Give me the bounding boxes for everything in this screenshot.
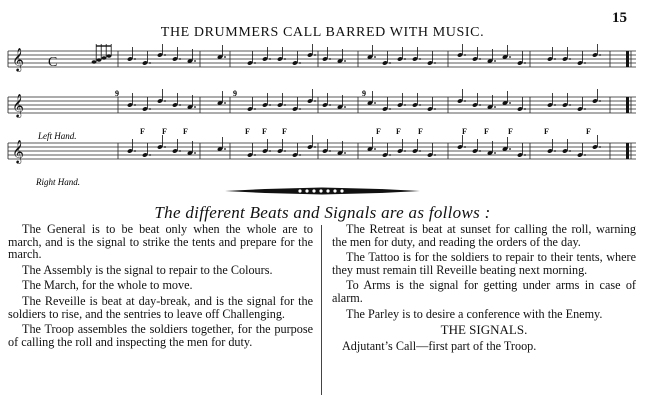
tuplet-mark: 9	[362, 89, 366, 98]
note-dot	[269, 150, 271, 152]
note-dot	[224, 148, 226, 150]
note-dot	[284, 150, 286, 152]
note-dot	[494, 60, 496, 62]
note-dot	[434, 154, 436, 156]
note-dot	[269, 58, 271, 60]
note-dot	[434, 108, 436, 110]
page-number: 15	[612, 10, 627, 26]
note-dot	[254, 62, 256, 64]
note-dot	[599, 146, 601, 148]
note-dot	[149, 154, 151, 156]
staves	[8, 51, 636, 159]
note-dot	[329, 58, 331, 60]
note-dot	[329, 150, 331, 152]
note-dot	[404, 150, 406, 152]
column-divider	[321, 225, 322, 395]
note-dot	[464, 146, 466, 148]
note-dot	[524, 62, 526, 64]
note-dot	[569, 104, 571, 106]
forte-mark: F	[462, 127, 467, 136]
note-dot	[194, 60, 196, 62]
note-dot	[479, 104, 481, 106]
note-dot	[299, 108, 301, 110]
left-column	[8, 223, 313, 351]
note-dot	[344, 152, 346, 154]
note-dot	[374, 102, 376, 104]
paragraph-retreat: The Retreat is beat at sunset for calling the roll, warning the men for duty, and reading the orders of the day.	[332, 222, 636, 249]
paragraph-parley: The Parley is to desire a conference with the Enemy.	[346, 306, 603, 321]
note-dot	[419, 104, 421, 106]
note-dot	[194, 106, 196, 108]
note-dot	[464, 54, 466, 56]
note-dot	[509, 102, 511, 104]
note-dot	[179, 104, 181, 106]
note-dot	[569, 58, 571, 60]
final-bar-line	[626, 51, 629, 67]
note-dot	[284, 104, 286, 106]
beats-signals-heading: The different Beats and Signals are as follows :	[154, 203, 491, 222]
forte-mark: F	[140, 127, 145, 136]
note-dot	[404, 104, 406, 106]
forte-mark: F	[262, 127, 267, 136]
right-hand-label: Right Hand.	[36, 177, 80, 187]
note-dot	[554, 150, 556, 152]
note-dot	[389, 154, 391, 156]
note-dot	[329, 104, 331, 106]
note-dot	[389, 108, 391, 110]
note-dot	[299, 154, 301, 156]
note-dot	[584, 62, 586, 64]
note-dot	[344, 106, 346, 108]
signals-adjutant-call: Adjutant’s Call—first part of the Troop.	[342, 338, 537, 353]
note-dot	[599, 100, 601, 102]
paragraph-march: The March, for the whole to move.	[22, 278, 193, 293]
note-dot	[299, 62, 301, 64]
note-dot	[599, 54, 601, 56]
note-dot	[374, 56, 376, 58]
note-dot	[434, 62, 436, 64]
note-dot	[164, 100, 166, 102]
tuplet-mark: 9	[233, 89, 237, 98]
common-time-mark: C	[48, 55, 58, 70]
note-dot	[584, 154, 586, 156]
note-dot	[149, 62, 151, 64]
note-dot	[479, 58, 481, 60]
note-dot	[134, 58, 136, 60]
paragraph-to-arms: To Arms is the signal for getting under arms in case of alarm.	[332, 278, 636, 305]
note-dot	[554, 104, 556, 106]
note-dot	[314, 54, 316, 56]
final-bar-line	[626, 143, 629, 159]
forte-mark: F	[396, 127, 401, 136]
note-head	[107, 54, 112, 58]
note-dot	[134, 104, 136, 106]
forte-mark: F	[484, 127, 489, 136]
note-dot	[284, 58, 286, 60]
note-dot	[509, 56, 511, 58]
forte-mark: F	[282, 127, 287, 136]
left-hand-label: Left Hand.	[38, 131, 77, 141]
page-title: THE DRUMMERS CALL BARRED WITH MUSIC.	[160, 25, 485, 40]
note-dot	[584, 108, 586, 110]
note-dot	[149, 108, 151, 110]
note-head	[97, 58, 102, 62]
paragraph-reveille: The Reveille is beat at day-break, and is the signal for the soldiers to rise, and the sentries to leave off Challenging.	[8, 293, 313, 321]
note-dot	[404, 58, 406, 60]
note-dot	[164, 54, 166, 56]
signals-heading: THE SIGNALS.	[440, 322, 528, 338]
music-score	[0, 44, 645, 190]
note-dot	[179, 58, 181, 60]
forte-mark: F	[376, 127, 381, 136]
forte-mark: F	[162, 127, 167, 136]
paragraph-assembly: The Assembly is the signal to repair to the Colours.	[22, 262, 273, 277]
forte-mark: F	[508, 127, 513, 136]
note-dot	[509, 148, 511, 150]
tuplet-mark: 9	[115, 89, 119, 98]
note-dot	[524, 154, 526, 156]
note-dot	[254, 154, 256, 156]
note-dot	[419, 58, 421, 60]
note-dot	[494, 152, 496, 154]
note-dot	[134, 150, 136, 152]
note-dot	[314, 146, 316, 148]
forte-mark: F	[183, 127, 188, 136]
forte-mark: F	[245, 127, 250, 136]
note-head	[102, 56, 107, 60]
paragraph-general: The General is to be beat only when the whole are to march, and is the signal to strike the tents and prepare for the march.	[8, 222, 313, 262]
paragraph-tattoo: The Tattoo is for the soldiers to repair to their tents, where they must remain till Reveille beating next morning.	[332, 250, 636, 277]
note-head	[92, 60, 97, 64]
paragraph-troop: The Troop assembles the soldiers together, for the purpose of calling the roll and inspecting the men for duty.	[8, 322, 313, 349]
treble-clef: 𝄞	[12, 47, 24, 71]
treble-clef: 𝄞	[12, 93, 24, 117]
note-dot	[524, 108, 526, 110]
note-dot	[374, 148, 376, 150]
forte-mark: F	[418, 127, 423, 136]
note-dot	[419, 150, 421, 152]
note-dot	[314, 100, 316, 102]
note-dot	[224, 56, 226, 58]
note-dot	[389, 62, 391, 64]
right-column	[332, 223, 636, 355]
note-dot	[554, 58, 556, 60]
note-dot	[254, 108, 256, 110]
final-bar-line	[626, 97, 629, 113]
forte-mark: F	[544, 127, 549, 136]
note-dot	[344, 60, 346, 62]
note-dot	[494, 106, 496, 108]
notes	[12, 44, 601, 164]
note-dot	[179, 150, 181, 152]
note-dot	[569, 150, 571, 152]
note-dot	[464, 100, 466, 102]
note-dot	[194, 152, 196, 154]
ornament-divider	[225, 187, 420, 195]
note-dot	[224, 102, 226, 104]
note-dot	[164, 146, 166, 148]
treble-clef: 𝄞	[12, 139, 24, 163]
note-dot	[479, 150, 481, 152]
note-dot	[269, 104, 271, 106]
forte-mark: F	[586, 127, 591, 136]
